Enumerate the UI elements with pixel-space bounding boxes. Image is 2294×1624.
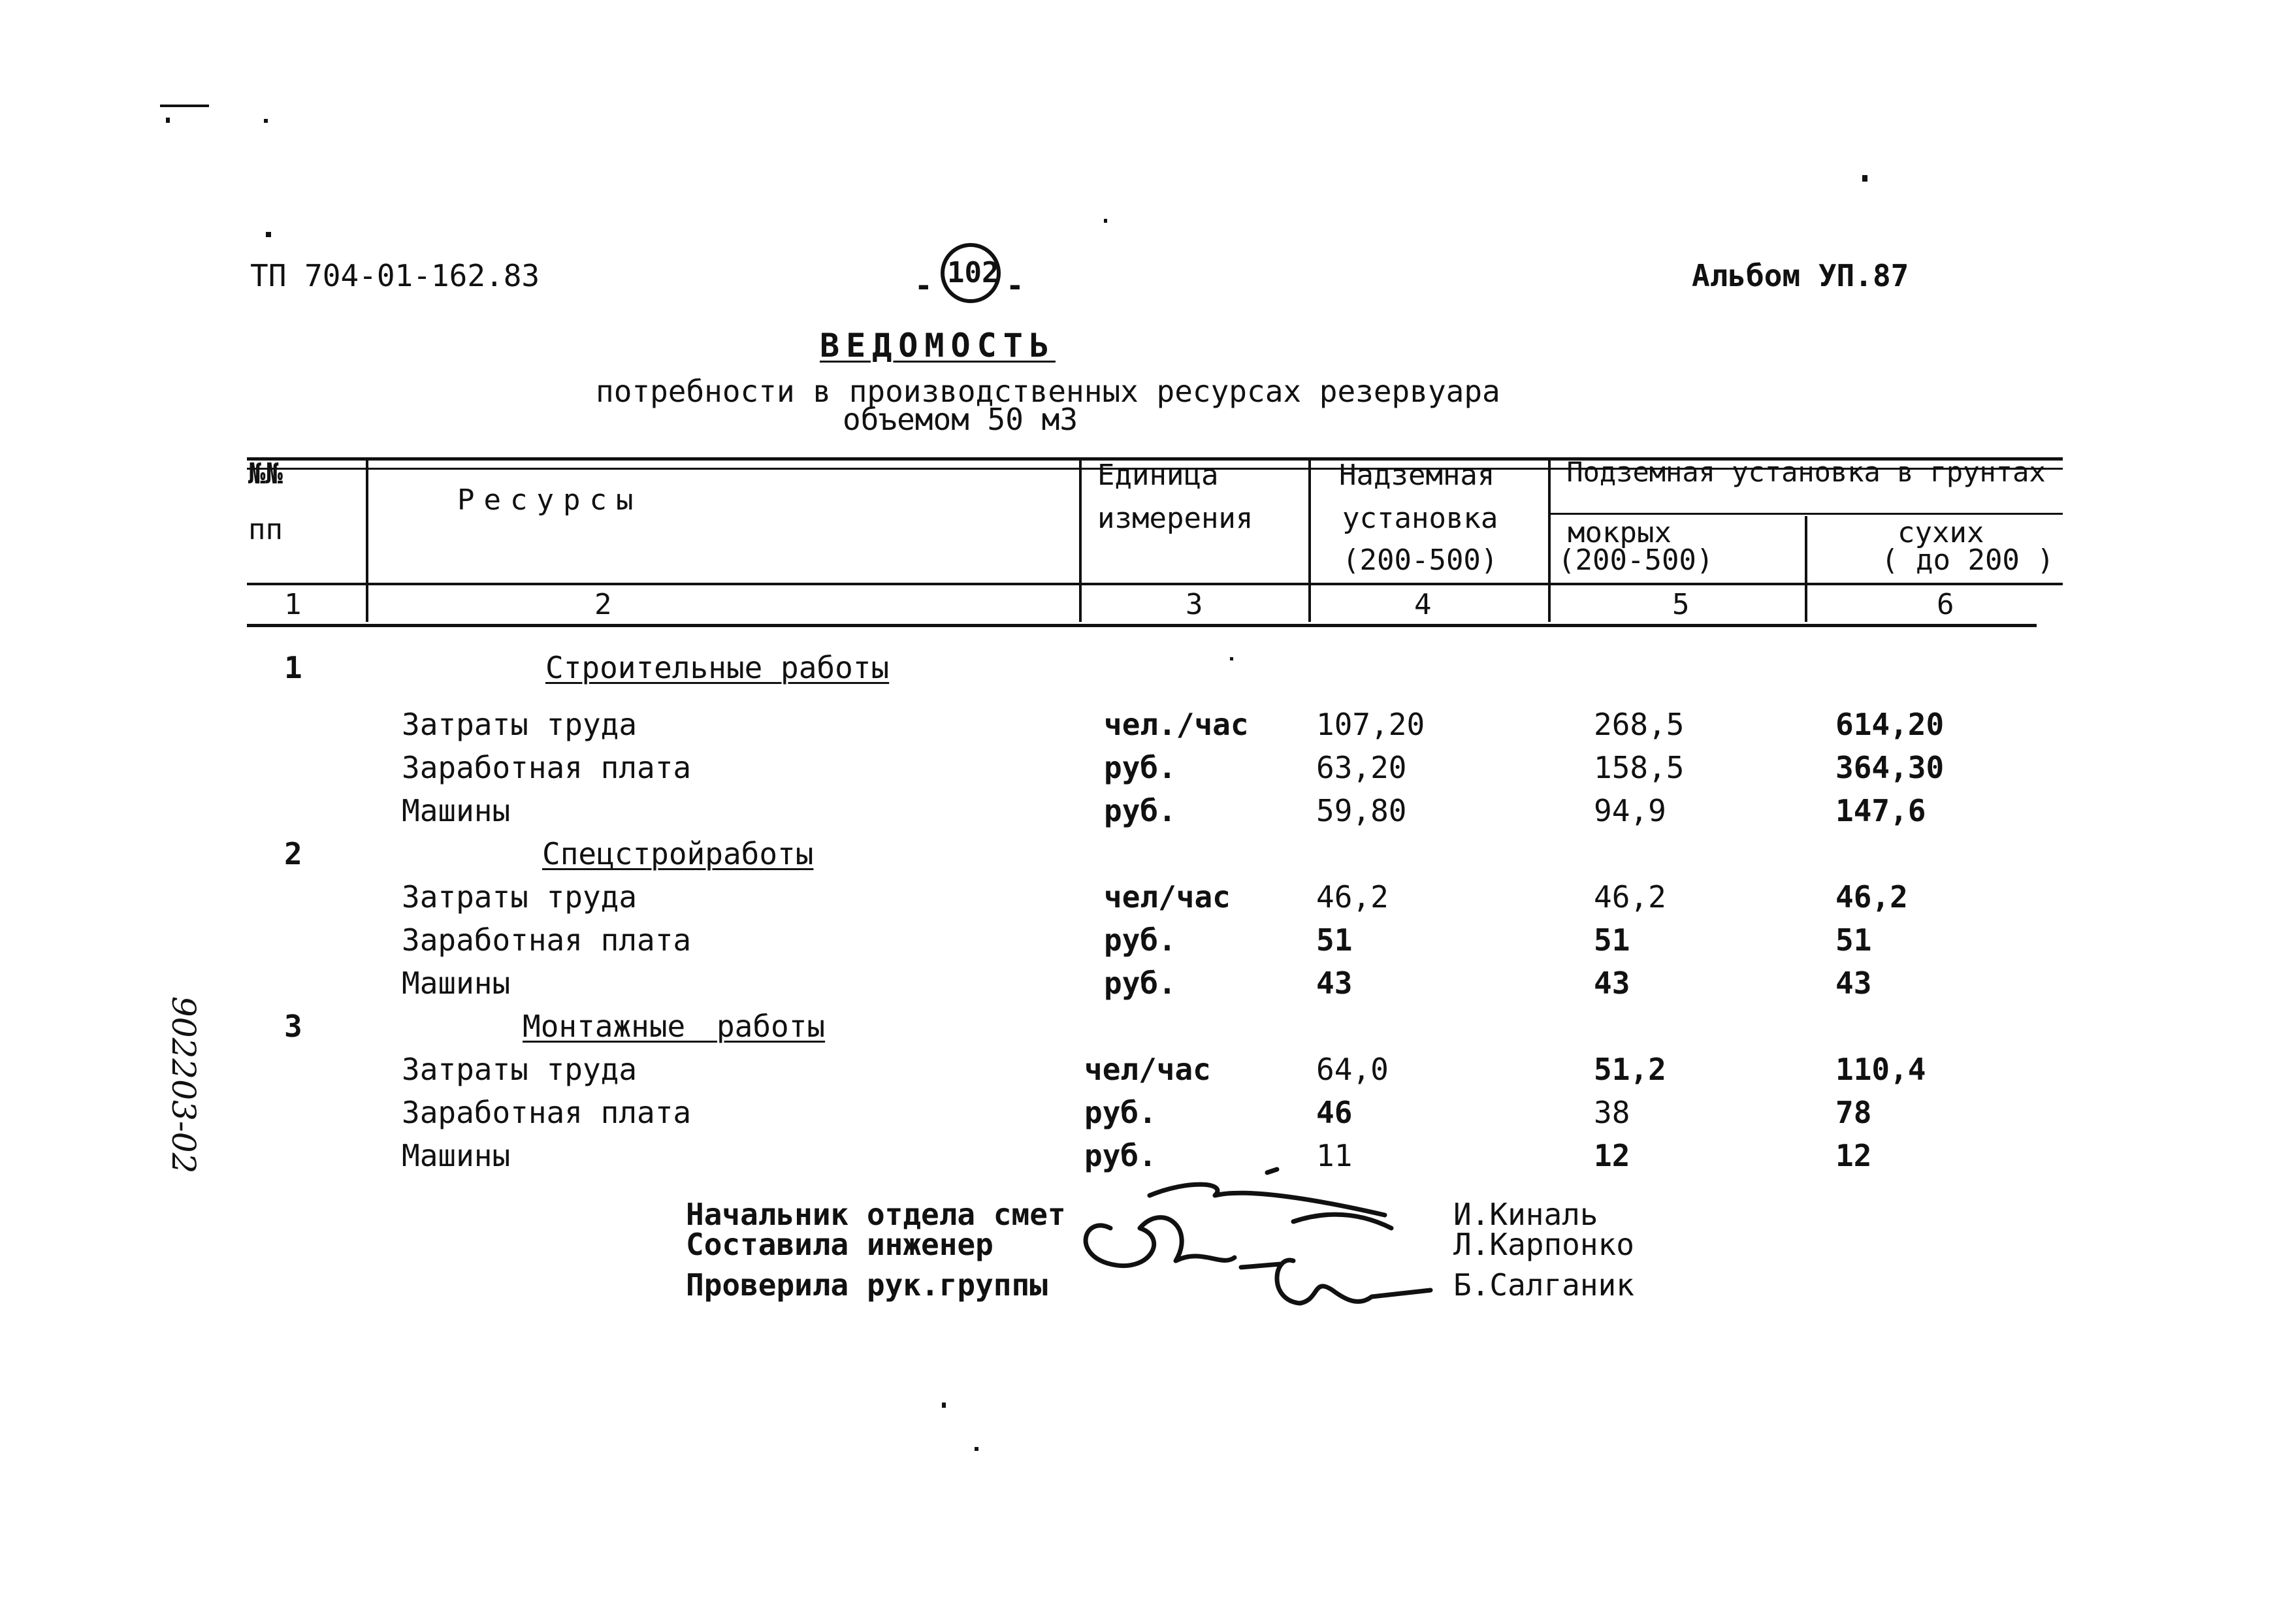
unit-cell: руб. [1084,1138,1157,1173]
header-wet-2: (200-500) [1558,544,1714,577]
resource-name: Затраты труда [402,707,638,742]
title-line-1: потребности в производственных ресурсах резервуара [596,374,1500,409]
signature-role: Начальник отдела смет [686,1197,1066,1232]
resource-name: Машины [402,966,511,1001]
wet-value: 46,2 [1594,879,1666,915]
dry-value: 110,4 [1835,1052,1926,1087]
unit-cell: чел/час [1084,1052,1211,1087]
wet-value: 94,9 [1594,793,1666,828]
column-number: 3 [1186,588,1203,621]
resource-name: Заработная плата [402,750,692,785]
title-line-2: объемом 50 м3 [843,402,1078,437]
dry-value: 46,2 [1835,879,1908,915]
wet-value: 43 [1594,966,1630,1001]
header-dry-1: сухих [1898,516,1984,549]
wet-value: 12 [1594,1138,1630,1173]
dry-value: 12 [1835,1138,1872,1173]
section-title: Спецстройработы [542,836,814,871]
header-above-3: (200-500) [1342,544,1498,577]
dry-value: 614,20 [1835,707,1945,742]
header-wet-1: мокрых [1568,516,1672,549]
resource-name: Затраты труда [402,879,638,915]
dry-value: 78 [1835,1095,1872,1130]
header-above-1: Надземная [1339,459,1495,492]
column-number: 4 [1414,588,1432,621]
document-code: ТП 704-01-162.83 [250,258,540,293]
page-number: 102 [947,256,999,289]
wet-value: 51,2 [1594,1052,1666,1087]
section-number: 2 [284,836,302,871]
dry-value: 147,6 [1835,793,1926,828]
signature-role: Составила инженер [686,1227,994,1262]
column-number: 6 [1937,588,1954,621]
signature-name: Л.Карпонко [1453,1227,1634,1262]
header-dry-2: ( до 200 ) [1881,544,2054,577]
section-number: 3 [284,1009,302,1044]
document-title: ВЕДОМОСТЬ [820,327,1056,365]
header-resources: Ресурсы [457,483,643,517]
header-unit-1: Единица [1097,459,1219,492]
section-title: Монтажные работы [523,1009,826,1044]
above-value: 59,80 [1316,793,1407,828]
header-unit-2: измерения [1097,502,1253,535]
signature-role: Проверила рук.группы [686,1267,1048,1303]
column-number: 1 [284,588,302,621]
unit-cell: руб. [1104,922,1176,958]
resource-name: Заработная плата [402,922,692,958]
wet-value: 38 [1594,1095,1630,1130]
dry-value: 51 [1835,922,1872,958]
unit-cell: руб. [1104,793,1176,828]
dry-value: 43 [1835,966,1872,1001]
resource-name: Машины [402,793,511,828]
column-number: 5 [1672,588,1690,621]
album-label: Альбом УП.87 [1692,258,1909,293]
header-underground-group: Подземная установка в грунтах [1566,456,2046,488]
resource-name: Машины [402,1138,511,1173]
resource-name: Затраты труда [402,1052,638,1087]
header-num-1: №№ [248,457,283,491]
above-value: 107,20 [1316,707,1425,742]
above-value: 46 [1316,1095,1353,1130]
above-value: 64,0 [1316,1052,1389,1087]
header-above-2: установка [1342,502,1498,535]
above-value: 11 [1316,1138,1353,1173]
unit-cell: чел./час [1104,707,1249,742]
wet-value: 158,5 [1594,750,1685,785]
unit-cell: руб. [1104,966,1176,1001]
column-number: 2 [594,588,612,621]
resource-name: Заработная плата [402,1095,692,1130]
signature-name: Б.Салганик [1453,1267,1634,1303]
unit-cell: руб. [1104,750,1176,785]
margin-note: 902203-02 [165,996,202,1174]
unit-cell: чел/час [1104,879,1231,915]
above-value: 43 [1316,966,1353,1001]
wet-value: 268,5 [1594,707,1685,742]
signature-name: И.Киналь [1453,1197,1598,1232]
above-value: 46,2 [1316,879,1389,915]
header-num-2: пп [248,513,283,546]
wet-value: 51 [1594,922,1630,958]
section-number: 1 [284,650,302,685]
dry-value: 364,30 [1835,750,1945,785]
unit-cell: руб. [1084,1095,1157,1130]
above-value: 63,20 [1316,750,1407,785]
above-value: 51 [1316,922,1353,958]
page-number-block: - 102 - [914,243,1032,302]
section-title: Строительные работы [545,650,890,685]
